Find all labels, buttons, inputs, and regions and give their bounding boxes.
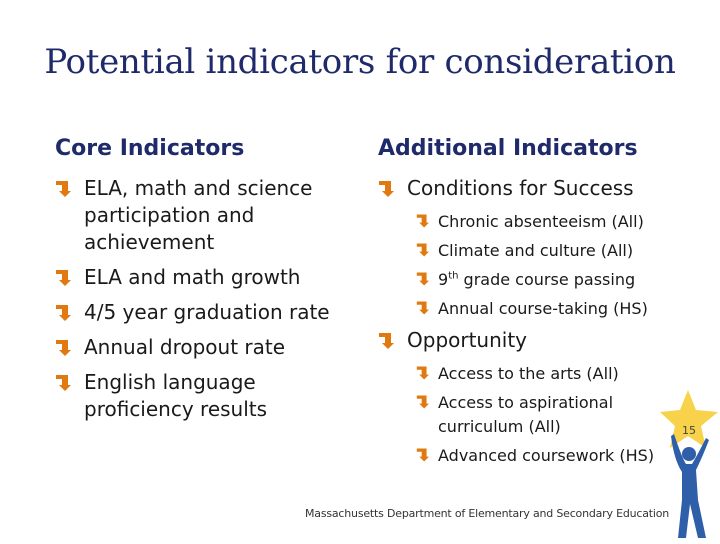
down-right-arrow-icon [55, 374, 71, 392]
core-indicators-heading: Core Indicators [55, 136, 245, 161]
opportunity-list [378, 327, 708, 354]
list-item: Access to aspirational curriculum (All) [416, 391, 628, 439]
list-item: 4/5 year graduation rate [55, 299, 355, 326]
core-indicators-list [55, 175, 355, 423]
list-item: Annual course-taking (HS) [416, 297, 708, 321]
list-item: Climate and culture (All) [416, 239, 708, 263]
additional-indicators-column [378, 136, 708, 474]
core-indicators-column [55, 136, 355, 431]
list-item: Advanced coursework (HS) [416, 444, 708, 468]
down-right-arrow-icon [55, 180, 71, 198]
conditions-sublist [378, 210, 708, 321]
list-item: ELA, math and science participation and achievement [55, 175, 355, 256]
down-right-arrow-icon [378, 180, 394, 198]
down-right-arrow-icon [416, 271, 429, 287]
down-right-arrow-icon [416, 242, 429, 258]
down-right-arrow-icon [55, 269, 71, 287]
list-item: Annual dropout rate [55, 334, 355, 361]
down-right-arrow-icon [55, 304, 71, 322]
page-number: 15 [682, 424, 696, 437]
down-right-arrow-icon [416, 300, 429, 316]
list-item: Access to the arts (All) [416, 362, 708, 386]
down-right-arrow-icon [55, 339, 71, 357]
conditions-for-success-item: Conditions for Success [378, 175, 708, 202]
down-right-arrow-icon [378, 332, 394, 350]
slide-title: Potential indicators for consideration [44, 42, 676, 82]
down-right-arrow-icon [416, 447, 429, 463]
footer-text: Massachusetts Department of Elementary and Secondary Education [305, 507, 670, 520]
additional-indicators-list [378, 175, 708, 202]
list-item: English language proficiency results [55, 369, 355, 423]
additional-indicators-heading: Additional Indicators [378, 136, 638, 161]
opportunity-sublist [378, 362, 708, 468]
opportunity-item: Opportunity [378, 327, 708, 354]
down-right-arrow-icon [416, 365, 429, 381]
list-item: ELA and math growth [55, 264, 355, 291]
down-right-arrow-icon [416, 394, 429, 410]
list-item: Chronic absenteeism (All) [416, 210, 708, 234]
list-item: 9th grade course passing [416, 268, 708, 292]
down-right-arrow-icon [416, 213, 429, 229]
